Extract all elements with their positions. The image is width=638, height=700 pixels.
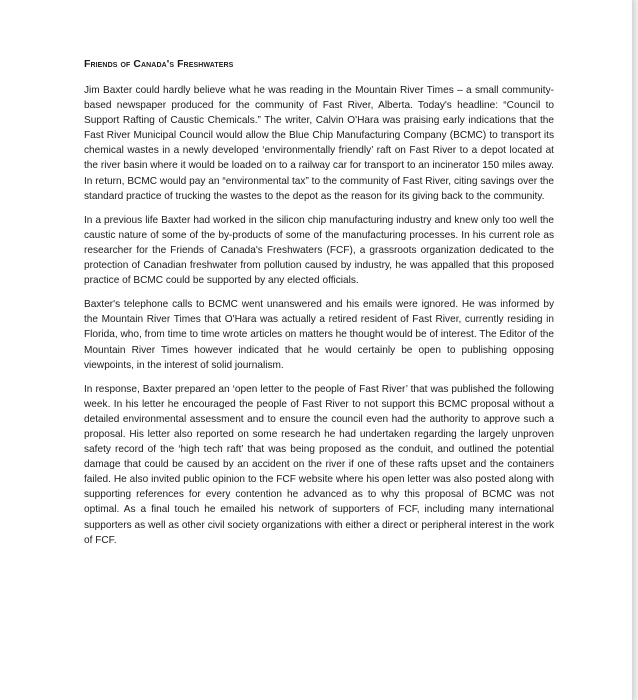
document-title: Friends of Canada's Freshwaters <box>84 59 234 70</box>
paragraph-1: Jim Baxter could hardly believe what he was reading in the Mountain River Times – a small community-based newspaper produced for the community of Fast River, Alberta. Today's headline: “Council to Support Rafting of Caustic Chemicals.” The writer, Calvin O'Hara was praising early indications that the Fast River Municipal Council would allow the Blue Chip Manufacturing Company (BCMC) to transport its chemical wastes in a newly developed ‘environmentally friendly’ raft on Fast River to a depot located at the river basin where it would be loaded on to a railway car for transport to an incinerator 150 miles away. In return, BCMC would pay an “environmental tax” to the community of Fast River, citing savings over the standard practice of trucking the wastes to the depot as the reason for its giving back to the community. <box>84 85 554 202</box>
document-content <box>84 58 554 557</box>
paragraph-4: In response, Baxter prepared an ‘open letter to the people of Fast River’ that was published the following week. In his letter he encouraged the people of Fast River to not support this BCMC proposal without a detailed environmental assessment and to ensure the council even had the authority to approve such a proposal. His letter also reported on some research he had undertaken regarding the largely unproven safety record of the ‘high tech raft’ that was being proposed as the conduit, and outlined the potential damage that could be caused by an accident on the river if one of these rafts upset and the containers failed. He also invited public opinion to the FCF website where his open letter was also posted along with supporting references for every contention he advanced as to why this proposal of BCMC was not optimal. As a final touch he emailed his network of supporters of FCF, including many international supporters as well as other civil society organizations with either a direct or peripheral interest in the work of FCF. <box>84 383 554 546</box>
paragraph-2: In a previous life Baxter had worked in the silicon chip manufacturing industry and knew only too well the caustic nature of some of the by-products of some of the manufacturing processes. In his current role as researcher for the Friends of Canada's Freshwaters (FCF), a grassroots organization dedicated to the protection of Canadian freshwater from pollution caused by industry, he was appalled that this proposed practice of BCMC could be supported by any elected officials. <box>84 214 554 287</box>
paragraph-3: Baxter's telephone calls to BCMC went unanswered and his emails were ignored. He was informed by the Mountain River Times that O'Hara was actually a retired resident of Fast River, currently residing in Florida, who, from time to time wrote articles on matters he thought would be of interest. The Editor of the Mountain River Times however indicated that he would certainly be open to publishing opposing viewpoints, in the interest of solid journalism. <box>84 299 554 371</box>
